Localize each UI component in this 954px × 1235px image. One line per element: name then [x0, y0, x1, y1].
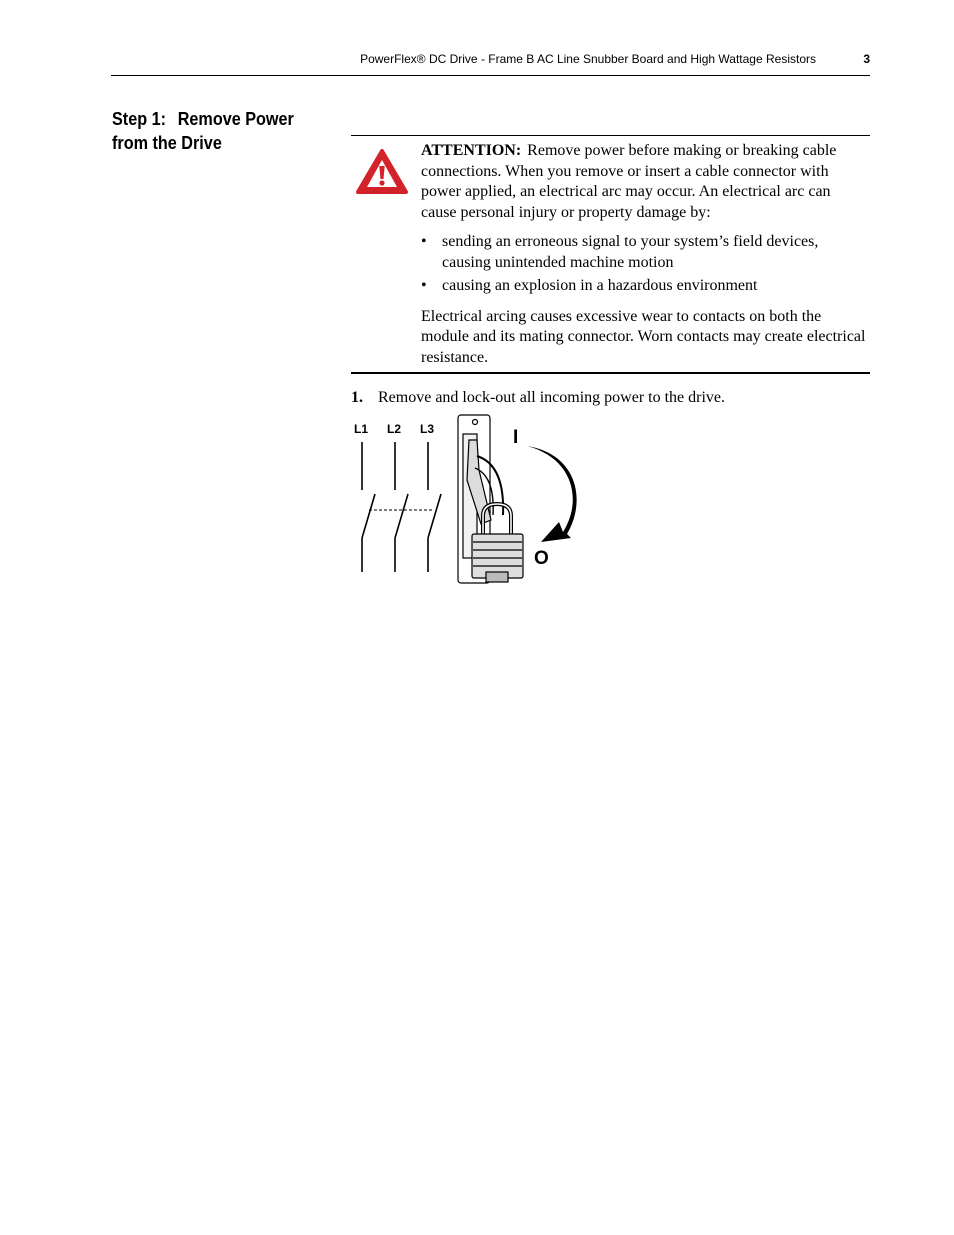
off-position-label: O [534, 548, 549, 569]
attention-paragraph [421, 141, 870, 223]
list-item [421, 276, 870, 297]
section-heading-line1 [112, 107, 301, 131]
line-label-l2: L2 [387, 422, 402, 436]
bullet-icon: • [421, 277, 427, 294]
page-number: 3 [863, 52, 870, 66]
attention-content [421, 141, 870, 368]
attention-bullet-list [421, 232, 870, 297]
bullet-text: causing an explosion in a hazardous environment [442, 277, 758, 294]
rotation-arrow-icon [527, 446, 577, 542]
attention-box [351, 135, 870, 374]
line-label-l3: L3 [420, 422, 435, 436]
attention-closing: Electrical arcing causes excessive wear to contacts on both the module and its mating connector. Worn contacts may create electrical resistance. [421, 307, 866, 366]
section-heading [112, 107, 301, 155]
bullet-text: sending an erroneous signal to your system’s field devices, causing unintended machine motion [442, 233, 819, 271]
line-label-l1: L1 [354, 422, 369, 436]
section-title-part1: Remove Power [177, 109, 294, 129]
attention-lead: ATTENTION: [421, 142, 522, 159]
lockout-diagram [345, 410, 585, 588]
step-text: Remove and lock-out all incoming power to the drive. [378, 389, 726, 406]
on-position-label: I [513, 427, 519, 448]
section-title-part2: from the Drive [112, 133, 222, 153]
step-label: Step 1: [112, 109, 167, 129]
step-number: 1. [351, 389, 363, 406]
header-rule [111, 75, 870, 76]
step-item [351, 388, 870, 408]
disconnect-switch-symbol [362, 442, 441, 572]
bullet-icon: • [421, 233, 427, 250]
list-item [421, 232, 870, 273]
attention-body: Remove power before making or breaking cable connections. When you remove or insert a cable connector with power applied, an electrical arc may occur. An electrical arc can cause personal injury or property damage by: [421, 142, 837, 221]
running-header-title: PowerFlex® DC Drive - Frame B AC Line Snubber Board and High Wattage Resistors [360, 52, 816, 66]
warning-triangle-icon [355, 148, 409, 196]
